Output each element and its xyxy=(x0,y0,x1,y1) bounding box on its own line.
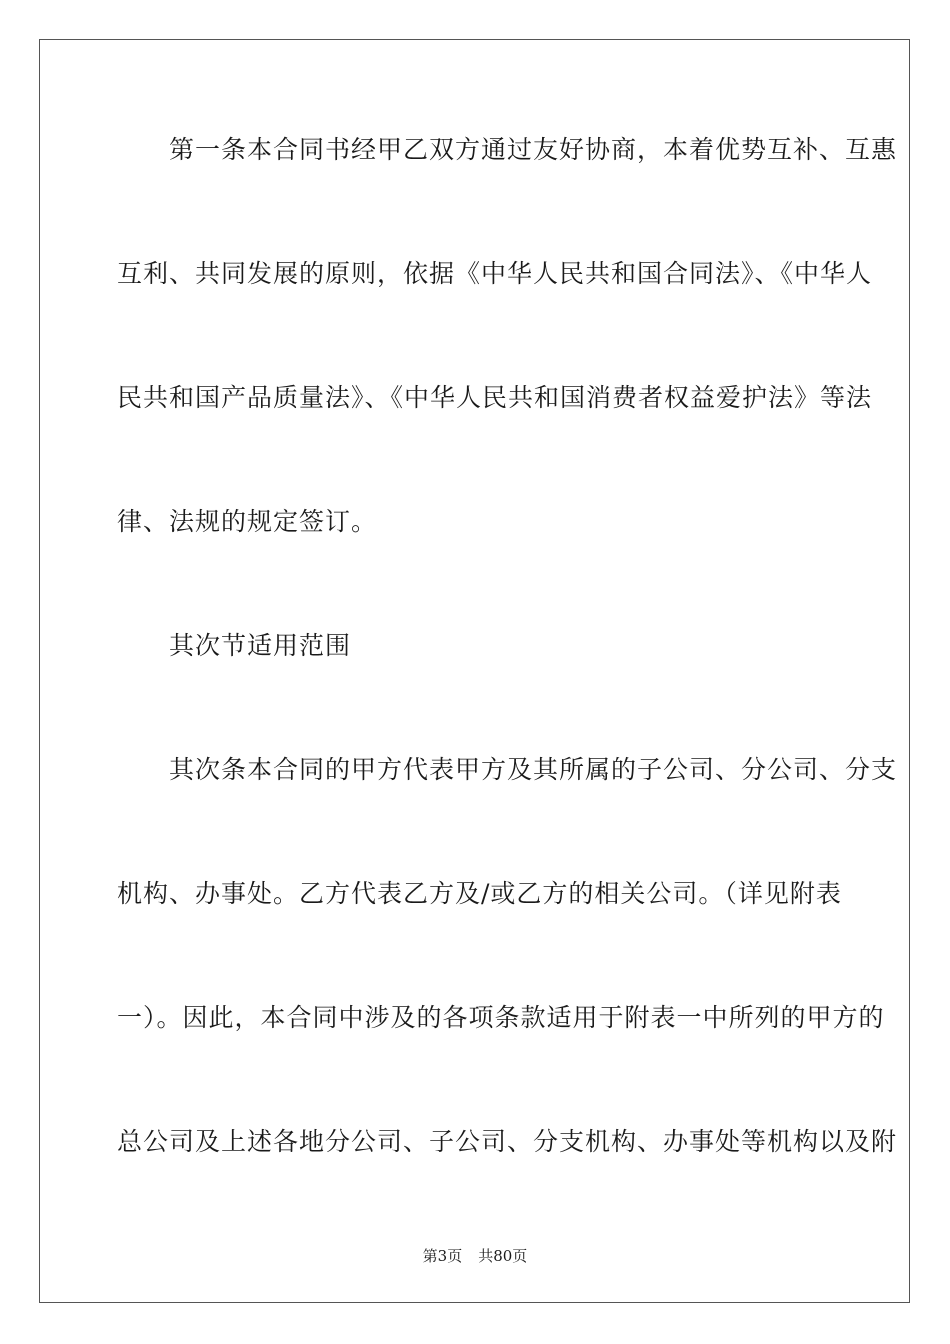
page-total: 共80页 xyxy=(478,1247,528,1265)
paragraph-2-line-3: 一）。因此，本合同中涉及的各项条款适用于附表一中所列的甲方的 xyxy=(117,1003,885,1032)
page-number: 第3页 xyxy=(422,1247,463,1265)
paragraph-2-line-4: 总公司及上述各地分公司、子公司、分支机构、办事处等机构以及附 xyxy=(117,1127,898,1156)
paragraph-1-line-4: 律、法规的规定签订。 xyxy=(117,507,378,536)
paragraph-1-line-3: 民共和国产品质量法》、《中华人民共和国消费者权益爱护法》等法 xyxy=(117,383,873,412)
paragraph-1-line-1: 第一条本合同书经甲乙双方通过友好协商，本着优势互补、互惠 xyxy=(117,135,898,164)
page-footer xyxy=(0,1246,950,1266)
paragraph-2-line-1: 其次条本合同的甲方代表甲方及其所属的子公司、分公司、分支 xyxy=(117,755,898,784)
paragraph-2-line-2: 机构、办事处。乙方代表乙方及/或乙方的相关公司。（详见附表 xyxy=(117,879,842,908)
paragraph-1-line-2: 互利、共同发展的原则，依据《中华人民共和国合同法》、《中华人 xyxy=(117,259,873,288)
page-border xyxy=(39,39,910,1303)
section-heading: 其次节适用范围 xyxy=(117,631,352,660)
